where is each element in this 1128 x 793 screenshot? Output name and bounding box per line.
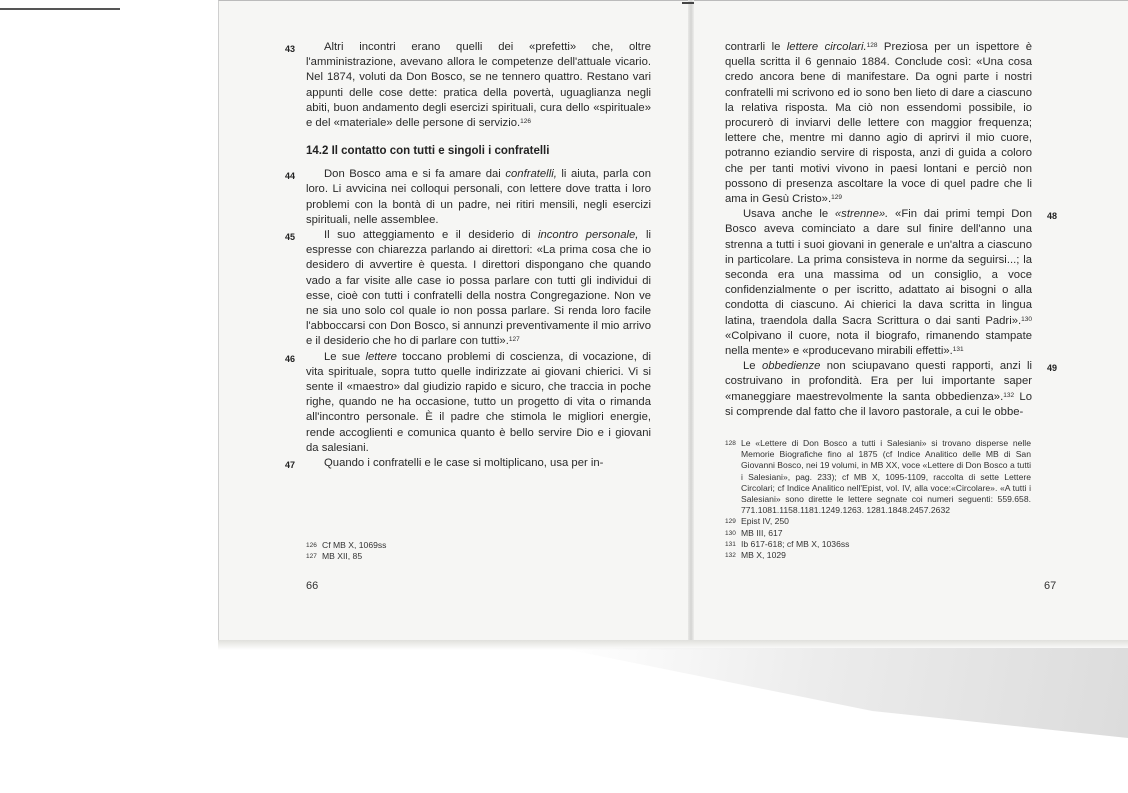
spine-mark xyxy=(682,2,694,12)
footnote-text: Cf MB X, 1069ss xyxy=(322,540,387,550)
emphasis-text: incontro personale, xyxy=(537,229,639,242)
margin-number: 44 xyxy=(285,171,296,182)
paragraph-text: toccano problemi di coscienza, di vocazione, di vita spirituale, sopra tutto quelle indirizzate ai giovani chierici. Vi si sente il «maestro» dal giudizio rapido e sicuro, che traccia in poche righe, quando ne ha occasione, tutto un progetto di vita o rimanda all'incontro personale. È il padre che stimola le migliori energie, rende accoglienti e comunica quanto è bello servire Dio e i giovani da salesiani. xyxy=(306,350,651,454)
paragraph-text: Le sue xyxy=(324,350,366,363)
paragraph-46 xyxy=(285,350,651,456)
footnote-number: 128 xyxy=(725,440,736,447)
footnote-text: MB X, 1029 xyxy=(741,550,786,561)
footnote xyxy=(725,539,1031,550)
footnote xyxy=(725,438,1031,516)
footnote xyxy=(725,516,1031,527)
footnote-text: MB XII, 85 xyxy=(322,551,363,562)
paragraph-text: non sciupavano questi rapporti, anzi li costruivano in profondità. Era per lui importante saper «maneggiare maestrevolmente la santa obbedienza». xyxy=(725,360,1032,403)
footnote-ref: 129 xyxy=(831,194,842,202)
paragraph-text: «Fin dai primi tempi Don Bosco aveva cominciato a dare sul finire dell'anno una strenna a tutti i suoi giovani in generale e un'altra a ciascuno in particolare. La prima consisteva in norme da seguirsi...; la seconda era una massima od un consiglio, a voce confidenzialmente o per iscritto, adattato ai bisogni o alla condotta di ciascuno. Ai chierici la dava scritta in lingua latina, traendola dalla Sacra Scrittura o dai santi Padri». xyxy=(725,208,1032,327)
margin-number: 48 xyxy=(1046,211,1057,222)
paragraph-continued xyxy=(725,40,1032,207)
footnote-text: Epist IV, 250 xyxy=(741,516,789,527)
paragraph-49 xyxy=(725,359,1057,420)
left-footnotes xyxy=(306,540,506,562)
paragraph-text: Preziosa per un ispettore è quella scritta il 6 gennaio 1884. Conclude così: «Una cosa credo ancora bene di manifestare. Da ogni parte i nostri confratelli mi scrivono ed io sono ben lieto di dare a ciascuno la relativa risposta. Ma ciò non essendomi possibile, io procurerò di inviarvi delle lettere con maggior frequenza; lettere che, mentre mi danno agio di aprirvi il mio cuore, potranno eziandio servire di risposta, anzi di guida a coloro che per tanti motivi vivono in paesi lontani e perciò non possono di presenza ascoltare la voce di quel padre che li ama in Gesù Cristo». xyxy=(725,41,1033,206)
footnote-number: 131 xyxy=(725,540,736,548)
section-heading: 14.2 Il contatto con tutti e singoli i confratelli xyxy=(306,145,550,158)
footnote-number: 126 xyxy=(306,542,317,549)
paragraph-text: li aiuta, parla con loro. Li avvicina nei colloqui personali, con lettere dove tratta i loro problemi con la bontà di un padre, nei ritiri mensili, negli esercizi spirituali, nelle assemblee. xyxy=(306,168,651,226)
left-page-text xyxy=(285,40,651,471)
paragraph-48 xyxy=(725,207,1057,359)
footnote-ref: 127 xyxy=(508,336,520,344)
paragraph-text: contrarli le xyxy=(725,41,787,53)
footnote-number: 130 xyxy=(725,529,736,537)
footnote xyxy=(306,551,506,562)
paragraph-text: Usava anche le xyxy=(743,208,835,221)
emphasis-text: lettere circolari. xyxy=(786,41,867,53)
footnote-text: Ib 617-618; cf MB X, 1036ss xyxy=(741,538,850,549)
page-number-right: 67 xyxy=(1044,580,1057,592)
margin-number: 43 xyxy=(285,44,296,54)
footnote-ref: 132 xyxy=(1003,391,1015,399)
footnote-number: 132 xyxy=(725,552,736,560)
right-page-text xyxy=(725,40,1057,420)
footnote xyxy=(725,528,1031,539)
paragraph-text: li espresse con chiarezza parlando ai direttori: «La prima cosa che io desidero di avvertire è questa. I direttori dispongano che quando vado a far visite alle case io possa parlare con tutti gli individui di esse, cioè con tutti i confratelli della nostra Congregazione. Non ve ne sia uno solo col quale io non possa parlare. Si renda loro facile l'abboccarsi con Don Bosco, si annunzi preventivamente il mio arrivo e il desiderio che ho di parlare con tutti». xyxy=(306,229,651,348)
paragraph-text: Il suo atteggiamento e il desiderio di xyxy=(324,229,538,242)
scan-shadow xyxy=(560,648,1128,738)
margin-number: 47 xyxy=(285,460,296,471)
paragraph-text: Quando i confratelli e le case si moltiplicano, usa per in- xyxy=(324,457,604,470)
paragraph-text: Lo si comprende dal fatto che il lavoro pastorale, a cui le obbe- xyxy=(725,390,1032,418)
book-spine xyxy=(688,0,694,645)
emphasis-text: lettere xyxy=(365,350,397,363)
footnote-number: 127 xyxy=(306,553,317,561)
footnote-text: MB III, 617 xyxy=(741,527,783,538)
paragraph-text: Altri incontri erano quelli dei «prefetti» che, oltre l'amministrazione, avevano allora le competenze dell'attuale vicario. Nel 1874, voluti da Don Bosco, se ne tennero quattro. Restano vari appunti delle cose dette: pratica della povertà, uguaglianza negli abiti, buon andamento degli esercizi spirituali, cura dello «spirituale» e del «materiale» delle persone di servizio. xyxy=(306,41,651,130)
right-footnotes xyxy=(725,438,1031,561)
margin-number: 46 xyxy=(285,353,296,364)
footnote-text: Le «Lettere di Don Bosco a tutti i Salesiani» si trovano disperse nelle Memorie Biografiche fino al 1875 (cf Indice Analitico delle MB di San Giovanni Bosco, nei 19 volumi, in MB XX, voce «Lettere di Don Bosco a tutti i Salesiani», pag. 233); cf MB X, 1095-1109, raccolta di sette Lettere Circolari; cf Indice Analitico nell'Epist, vol. IV, alla voce:«Circolare». «A tutti i Salesiani» sono dirette le lettere segnate coi numeri seguenti: 559.658. 771.1081.1158.1181.1249.1263. 1281.1848.2457.2632 xyxy=(741,438,1031,516)
emphasis-text: confratelli, xyxy=(505,168,557,181)
paragraph-text: Le xyxy=(743,360,762,373)
paragraph-43 xyxy=(285,40,651,131)
emphasis-text: obbedienze xyxy=(761,360,821,373)
footnote-ref: 130 xyxy=(1021,315,1032,323)
paragraph-text: «Colpivano il cuore, nota il biografo, rimanendo stampate nella mente» e «producevano mirabili effetti». xyxy=(725,329,1032,358)
footnote xyxy=(725,550,1031,561)
paragraph-text: Don Bosco ama e si fa amare dai xyxy=(324,168,506,181)
margin-number: 45 xyxy=(285,232,296,243)
page-number-left: 66 xyxy=(306,580,319,592)
scan-edge-line xyxy=(0,8,120,10)
margin-number: 49 xyxy=(1046,363,1057,374)
footnote-ref: 131 xyxy=(952,346,964,354)
footnote-number: 129 xyxy=(725,518,736,526)
emphasis-text: «strenne». xyxy=(834,208,889,221)
paragraph-45 xyxy=(285,228,651,350)
footnote xyxy=(306,540,506,551)
footnote-ref: 128 xyxy=(866,42,878,49)
footnote-ref: 126 xyxy=(520,118,531,126)
paragraph-47 xyxy=(285,456,651,471)
paragraph-44 xyxy=(285,167,651,228)
